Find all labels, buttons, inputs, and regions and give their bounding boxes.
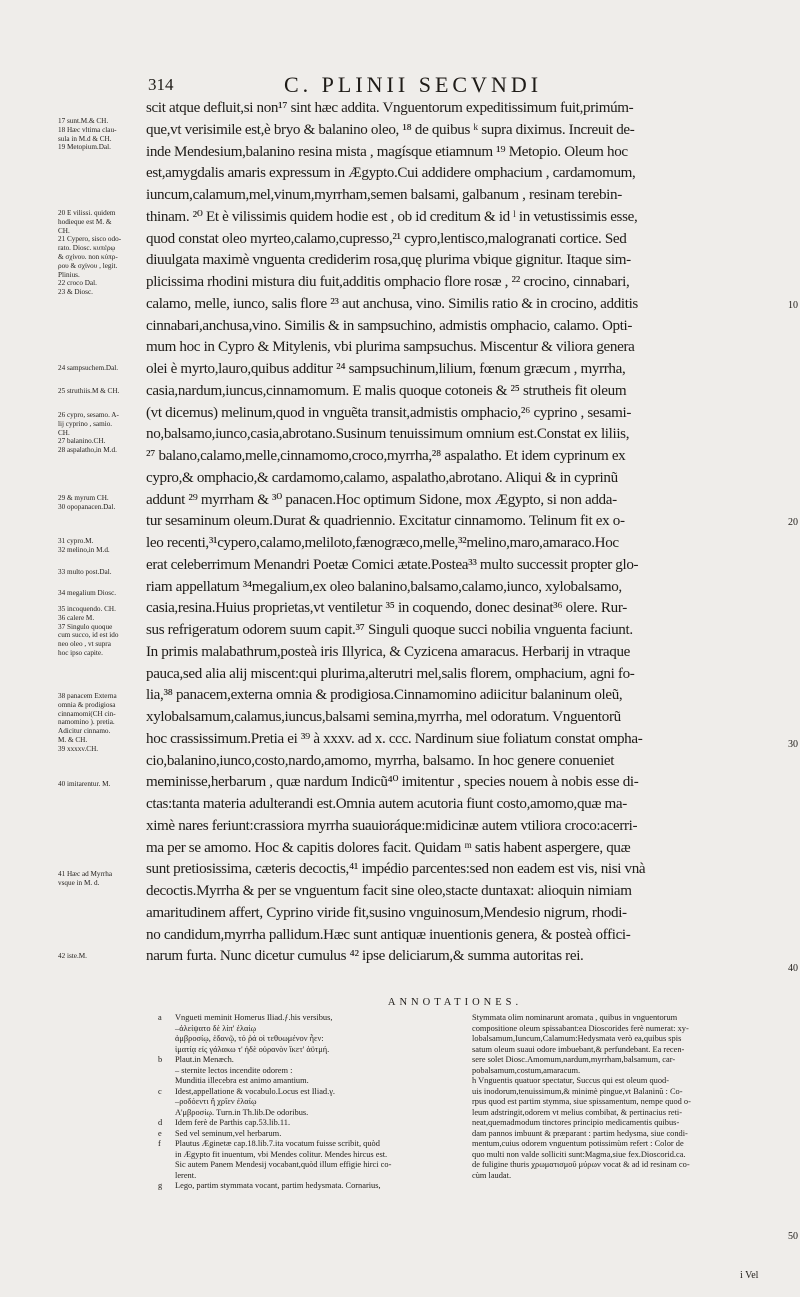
- annotation-mark: g: [158, 1181, 163, 1190]
- text-line: calamo, melle, iunco, salis flore ²³ aut anchusa, vino. Similis ratio & in crocino, additis: [146, 295, 638, 312]
- side-note: 17 sunt.M.& CH. 18 Hæc vltima clau- sula in M.d & CH. 19 Metopium.Dal.: [58, 117, 117, 152]
- side-note: 24 sampsuchem.Dal.: [58, 364, 119, 372]
- text-line: xylobalsamum,calamus,iuncus,balsami semina,myrrha, mel odoratum. Vnguentorũ: [146, 709, 621, 725]
- annotation-item: [158, 1118, 468, 1129]
- text-line: no,balsamo,iunco,casia,abrotano.Susinum tenuissimum omnium est.Constat ex liliis,: [146, 426, 630, 443]
- side-note: 31 cypro.M. 32 melino,in M.d.: [58, 537, 110, 554]
- text-line: In primis malabathrum,posteà iris Illyrica, & Cyzicena amaracus. Herbarij in vtraque: [146, 643, 631, 660]
- annotation-item: [158, 1181, 468, 1192]
- annotations-right-column: [472, 1013, 790, 1181]
- text-line: scit atque defluit,si non¹⁷ sint hæc addita. Vnguentorum expeditissimum fuit,primúm-: [146, 100, 634, 116]
- annotation-item: [158, 1139, 468, 1181]
- line-number: 40: [788, 963, 798, 974]
- text-line: riam appellatum ³⁴megalium,ex oleo balanino,balsamo,calamo,iunco, xylobalsamo,: [146, 578, 622, 595]
- side-note: 25 struthiis.M & CH.: [58, 387, 120, 395]
- annotations-heading: ANNOTATIONES.: [387, 997, 523, 1008]
- text-line: addunt ²⁹ myrrham & ³⁰ panacen.Hoc optimum Sidone, mox Ægypto, si non adda-: [146, 491, 617, 508]
- text-line: (vt dicemus) melinum,quod in vnguẽta transit,admistis omphacio,²⁶ cyprino , sesami-: [146, 404, 632, 421]
- text-line: inde Mendesium,balanino resina mista , magísque etiamnum ¹⁹ Metopio. Oleum hoc: [146, 143, 628, 160]
- text-line: no candidum,myrrha pallidum.Hæc sunt antiquæ inuentionis genera, & posteà offici-: [146, 926, 631, 943]
- text-line: quod constat oleo myrteo,calamo,cupresso,²¹ cypro,lentisco,malogranati cortice. Sed: [146, 230, 627, 247]
- text-line: pauca,sed alia alij miscent:qui plurima,alterutri mel,salis florem, omphacium, agni fo-: [146, 665, 635, 682]
- annotation-mark: c: [158, 1086, 162, 1096]
- annotations-left-column: [158, 1013, 468, 1192]
- text-line: que,vt verisimile est,è bryo & balanino oleo, ¹⁸ de quibus ᵏ supra diximus. Increuit de-: [146, 121, 635, 138]
- main-text: [146, 98, 786, 968]
- annotation-mark: f: [158, 1139, 161, 1148]
- side-note: 20 E vilissi. quidem hodieque est M. & CH. 21 Cypero, sisco odo- rato. Diosc. κυπέρῳ & σχίνου. non κύπρ- ρου & σχίνου , legit. Plinius. 22 croco Dal. 23 & Diosc.: [58, 209, 122, 297]
- text-line: sus refrigeratum odorem suum capit.³⁷ Singuli quoque succi nobilia vnguenta faciunt.: [146, 622, 633, 638]
- annotation-mark: b: [158, 1055, 163, 1064]
- text-line: plicissima rhodini mistura diu fuit,additis omphacio flore rosæ , ²² crocino, cinnabari,: [146, 274, 630, 290]
- text-line: cypro,& omphacio,& cardamomo,calamo, aspalatho,abrotano. Aliqui & in cyprinũ: [146, 469, 618, 486]
- text-line: iuncum,calamum,mel,vinum,myrrham,semen balsami, galbanum , resinam terebin-: [146, 187, 622, 203]
- side-note: 33 multo post.Dal.: [58, 568, 112, 576]
- annotation-item: [158, 1129, 468, 1140]
- running-head: C. PLINII SECVNDI: [284, 72, 543, 97]
- text-line: cinnabari,anchusa,vino. Similis & in sampsuchino, admistis omphacio, calamo. Opti-: [146, 317, 633, 334]
- text-line: ctas:tanta materia adulterandi est.Omnia autem acutoria fiunt costo,amomo,quæ ma-: [146, 796, 627, 812]
- annotation-text: Sed vel seminum,vel herbarum.: [175, 1128, 282, 1138]
- text-line: est,amygdalis amaris expressum in Ægypto.Cui addidere omphacium , cardamomum,: [146, 165, 636, 182]
- annotation-item: [158, 1055, 468, 1087]
- text-line: casia,resina.Huius proprietas,vt ventiletur ³⁵ in coquendo, donec desinat³⁶ olere. Rur-: [146, 600, 627, 617]
- annotation-text: Idest,appellatione & vocabulo.Locus est Iliad.γ. –ροδόεντι ἢ χρῖεν ἐλαίῳ Α'μβροσίῳ. Turn.in Th.lib.De odoribus.: [175, 1086, 335, 1117]
- text-line: casia,nardum,iuncus,cinnamomum. E malis quoque cotoneis & ²⁵ strutheis fit oleum: [146, 382, 627, 399]
- annotation-mark: a: [158, 1013, 162, 1022]
- side-note: 35 incoquendo. CH. 36 calere M. 37 Singulo quoque cum succo, id est ido neo oleo , vt supra hoc ipso capite.: [58, 605, 119, 657]
- line-number: 10: [788, 300, 798, 311]
- text-line: tur sesaminum oleum.Durat & quadriennio. Excitatur cinnamomo. Telinum fit ex o-: [146, 513, 625, 530]
- annotation-text: Vngueti meminit Homerus Iliad.ƒ.his versibus, –ἀλείψατο δὲ λίπ' ἐλαίῳ ἀμβροσίῳ, ἑδανῷ, τό ῥά οἱ τεθυωμένον ἦεν: ἱματίᾳ εἰς γάλακω τ' ἠδὲ οὐρανὸν ἵκετ' ἀϋτμή.: [175, 1013, 333, 1054]
- side-note: 26 cypro, sesamo. A- lij cyprino , samio. CH. 27 balanino.CH. 28 aspalatho,in M.d.: [58, 411, 119, 455]
- text-line: sunt pretiosissima, cæteris decoctis,⁴¹ impédio parcentes:sed non eadem est vis, nisi vnà: [146, 861, 646, 878]
- text-line: ximè nares feriunt:crassiora myrrha suauioráque:midicinæ autem vtiliora croco:acerri-: [146, 817, 638, 834]
- line-number: 30: [788, 739, 798, 750]
- annotation-text: Idem ferè de Parthis cap.53.lib.11.: [175, 1118, 291, 1127]
- text-line: lia,³⁸ panacem,externa omnia & prodigiosa.Cinnamomino adiicitur balaninum oleũ,: [146, 687, 623, 704]
- text-line: hoc crassissimum.Pretia ei ³⁹ à xxxv. ad x. ccc. Nardinum siue foliatum constat ompha-: [146, 730, 643, 747]
- text-line: diuulgata maximè vnguenta crediderim rosa,quę plurima vbique gignitur. Itaque sim-: [146, 252, 631, 269]
- text-line: mum hoc in Cypro & Mitylenis, vbi plurima sampsuchus. Miscentur & viliora genera: [146, 339, 635, 356]
- annotation-text: Plaut.in Menæch. – sternite lectos incendite odorem : Munditia illecebra est animo amantium.: [175, 1055, 309, 1085]
- annotation-mark: d: [158, 1118, 163, 1127]
- text-line: narum furta. Nunc dicetur cumulus ⁴² ipse deliciarum,& summa autoritas rei.: [146, 948, 584, 965]
- text-line: erat celeberrimum Menandri Poetæ Comici ætate.Postea³³ multo successit propter glo-: [146, 556, 639, 573]
- annotation-mark: e: [158, 1128, 162, 1138]
- annotation-text: Stymmata olim nominarunt aromata , quibus in vnguentorum compositione oleum spissabant:ea Dioscorides ferè numerat: xy- lobalsamum,Iuncum,Calamum:Hedysmata verò ea,quibus spis satum oleum suaui odore imbuebant,& perfundebant. Ea recen- sere solet Diosc.Amomum,nardum,myrrham,balsamum, car- pobalsamum,costum,amaracum. h Vnguentis quatuor spectatur, Succus qui est oleum quod- uis inodorum,tenuissimum,& minimè pingue,vt Balaninũ : Co- rpus quod est partim stymma, siue spissamentum, nempe quod o- leum adstringit,odorem vt melius combibat, & pertinacius reti- neat,quemadmodum tinctores principio medicamentis quibus- dam pannos imbuunt & præparant : partim hedysma, siue condi- mentum,cuius odorem vnguentum potissimùm refert : Color de quo multi non valde solliciti sunt:Magma,siue fex.Dioscorid.ca. de fuligine thuris χρωματισμοῦ μύρων vocat & ad id resinam co- cùm laudat.: [472, 1013, 691, 1180]
- side-note: 40 imitarentur. M.: [58, 780, 111, 788]
- text-line: amaritudinem affert, Cyprino viride fit,susino vnguinosum,Mendesio nigrum, rhodi-: [146, 904, 627, 921]
- catchword: i Vel: [740, 1270, 759, 1281]
- annotation-item: [158, 1087, 468, 1119]
- text-line: cio,balanino,iunco,costo,nardo,amomo, myrrha, balsamo. In hoc genere conueniet: [146, 752, 615, 769]
- annotation-text: Plautus Æginetæ cap.18.lib.7.ita vocatum fuisse scribit, quòd in Ægypto fit inuentum, vbi Mendes colitur. Mendes hircus est. Sic autem Panem Mendesij vocabant,quòd illum effigie hirci co- lerent.: [175, 1139, 392, 1180]
- text-line: ²⁷ balano,calamo,melle,cinnamomo,croco,myrrha,²⁸ aspalatho. Et idem cyprinum ex: [146, 448, 626, 464]
- side-note: 41 Hæc ad Myrrha vsque in M. d.: [58, 870, 113, 887]
- text-line: decoctis.Myrrha & per se vnguentum facit sine oleo,stacte duntaxat: alioquin nimiam: [146, 883, 632, 899]
- annotation-item: [158, 1013, 468, 1055]
- text-line: meminisse,herbarum , quæ nardum Indicũ⁴⁰ imitentur , species nouem à nobis esse di-: [146, 774, 639, 791]
- text-line: ma per se amomo. Hoc & capitis dolores facit. Quidam ᵐ satis habent aspergere, quæ: [146, 839, 631, 856]
- side-note: 29 & myrum CH. 30 opopanacen.Dal.: [58, 494, 116, 511]
- page-number: 314: [148, 75, 174, 94]
- text-line: olei è myrto,lauro,quibus additur ²⁴ sampsuchinum,lilium, fœnum græcum , myrrha,: [146, 361, 626, 377]
- line-number: 20: [788, 517, 798, 528]
- side-note: 38 panacem Externa omnia & prodigiosa cinnamomi(CH cin- namomino ). pretia. Adicitur cinnamo. M. & CH. 39 xxxxv.CH.: [58, 692, 117, 753]
- annotation-text: Lego, partim stymmata vocant, partim hedysmata. Cornarius,: [175, 1181, 381, 1190]
- text-line: thinam. ²⁰ Et è vilissimis quidem hodie est , ob id creditum & id ˡ in vetustissimis esse,: [146, 208, 638, 225]
- side-note: 34 megalium Diosc.: [58, 589, 117, 597]
- line-number: 50: [788, 1231, 798, 1242]
- side-note: 42 iste.M.: [58, 952, 87, 960]
- text-line: leo recenti,³¹cypero,calamo,meliloto,fænogræco,melle,³²melino,maro,amaraco.Hoc: [146, 535, 619, 551]
